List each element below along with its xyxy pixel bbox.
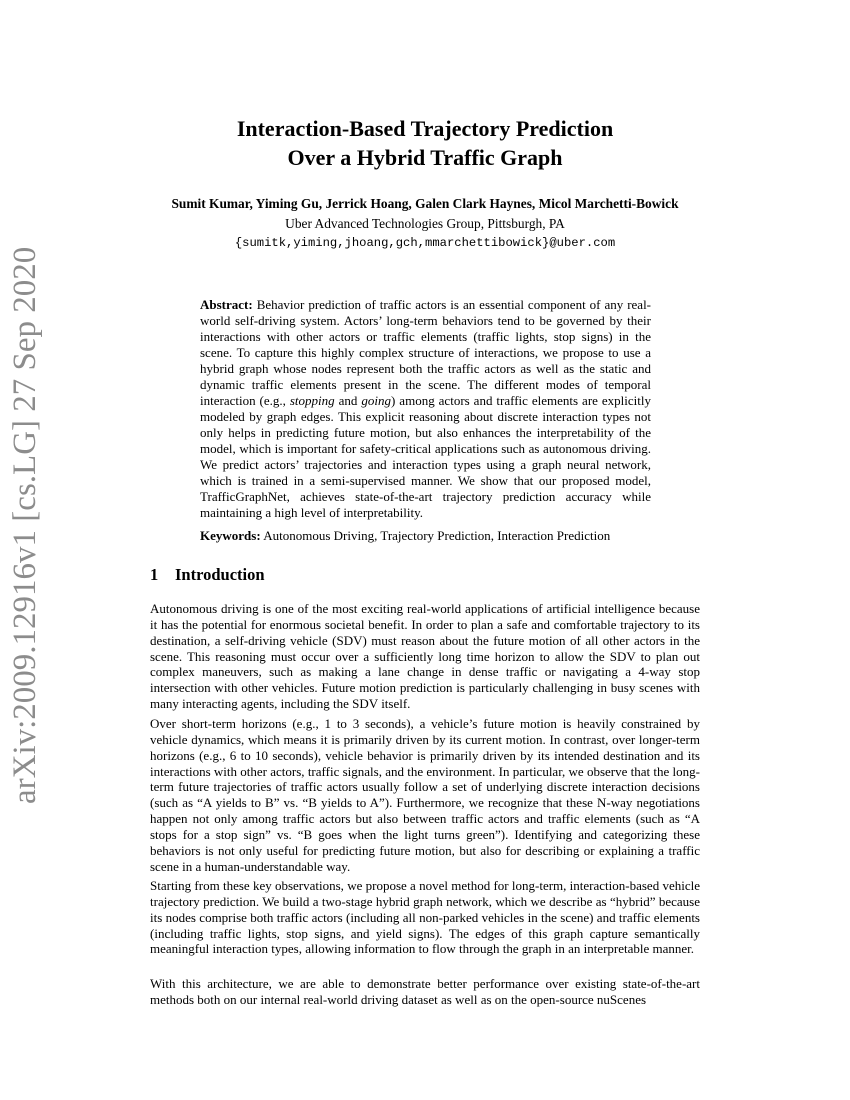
abstract-and: and <box>338 393 358 408</box>
intro-paragraph-2: Over short-term horizons (e.g., 1 to 3 seconds), a vehicle’s future motion is heavily constrained by vehicle dynamics, which means it is primarily driven by its current motion. In contrast, over longer-term horizons (e.g., 6 to 10 seconds), vehicle behavior is primarily driven by its intended destination and its interactions with other actors, traffic signals, and the environment. In particular, we observe that the long-term future trajectories of traffic actors usually follow a set of underlying discrete interaction decisions (such as “A yields to B” vs. “B yields to A”). Furthermore, we recognize that these N-way negotiations happen not only among traffic actors but also between traffic actors and traffic elements (such as “A stops for a stop sign” vs. “B goes when the light turns green”). Identifying and categorizing these behaviors is not only useful for predicting future motion, but also for describing or explaining a traffic scene in a human-understandable way. <box>150 716 700 874</box>
abstract-label: Abstract: <box>200 297 253 312</box>
arxiv-identifier: arXiv:2009.12916v1 [cs.LG] 27 Sep 2020 <box>7 246 43 804</box>
affiliation: Uber Advanced Technologies Group, Pittsburgh, PA <box>285 216 565 231</box>
intro-paragraph-3: Starting from these key observations, we propose a novel method for long-term, interaction-based vehicle trajectory prediction. We build a two-stage hybrid graph network, which we describe as “hybrid” because its nodes comprise both traffic actors (including all non-parked vehicles in the scene) and traffic elements (including traffic lights, stop signs, and yield signs). The edges of this graph capture semantically meaningful interaction types, allowing information to flow through the graph in an interpretable manner. <box>150 878 700 957</box>
keywords-text: Autonomous Driving, Trajectory Prediction, Interaction Prediction <box>263 528 611 543</box>
intro-paragraph-1: Autonomous driving is one of the most exciting real-world applications of artificial intelligence because it has the potential for enormous societal benefit. In order to plan a safe and comfortable trajectory to its destination, a self-driving vehicle (SDV) must reason about the future motion of all other actors in the scene. This reasoning must occur over a sufficiently long time horizon to allow the SDV to plan out complex maneuvers, such as making a lane change in dense traffic or navigating a 4-way stop intersection with other vehicles. Future motion prediction is particularly challenging in busy scenes with many interacting agents, including the SDV itself. <box>150 601 700 712</box>
author-list: Sumit Kumar, Yiming Gu, Jerrick Hoang, Galen Clark Haynes, Micol Marchetti-Bowick <box>171 196 679 211</box>
author-emails: {sumitk,yiming,jhoang,gch,mmarchettibowick}@uber.com <box>234 236 616 250</box>
section-heading <box>150 565 265 585</box>
abstract-emphasis-stopping: stopping <box>289 393 335 408</box>
section-title: Introduction <box>175 565 265 584</box>
abstract <box>200 297 651 521</box>
intro-paragraph-4: With this architecture, we are able to demonstrate better performance over existing state-of-the-art methods both on our internal real-world driving dataset as well as on the open-source nuScenes <box>150 976 700 1007</box>
title-line-1: Interaction-Based Trajectory Prediction <box>236 116 614 141</box>
abstract-text-a: Behavior prediction of traffic actors is an essential component of any real-world self-driving system. Actors’ long-term behaviors tend to be governed by their interactions with other actors or traffic elements (traffic lights, stop signs) in the scene. To capture this highly complex structure of interactions, we propose to use a hybrid graph whose nodes represent both the traffic actors as well as the static and dynamic traffic elements present in the scene. The different modes of temporal interaction (e.g., <box>200 297 652 408</box>
keywords-label: Keywords: <box>200 528 261 543</box>
abstract-text-b: ) among actors and traffic elements are explicitly modeled by graph edges. This explicit reasoning about discrete interaction types not only helps in predicting future motion, but also enhances the interpretability of the model, which is important for safety-critical applications such as autonomous driving. We predict actors’ trajectories and interaction types using a graph neural network, which is trained in a semi-supervised manner. We show that our proposed model, TrafficGraphNet, achieves state-of-the-art trajectory prediction accuracy while maintaining a high level of interpretability. <box>200 393 651 520</box>
title-line-2: Over a Hybrid Traffic Graph <box>287 145 563 170</box>
abstract-emphasis-going: going <box>361 393 392 408</box>
keywords <box>200 528 660 544</box>
section-number: 1 <box>150 565 159 584</box>
paper-title <box>150 114 700 172</box>
